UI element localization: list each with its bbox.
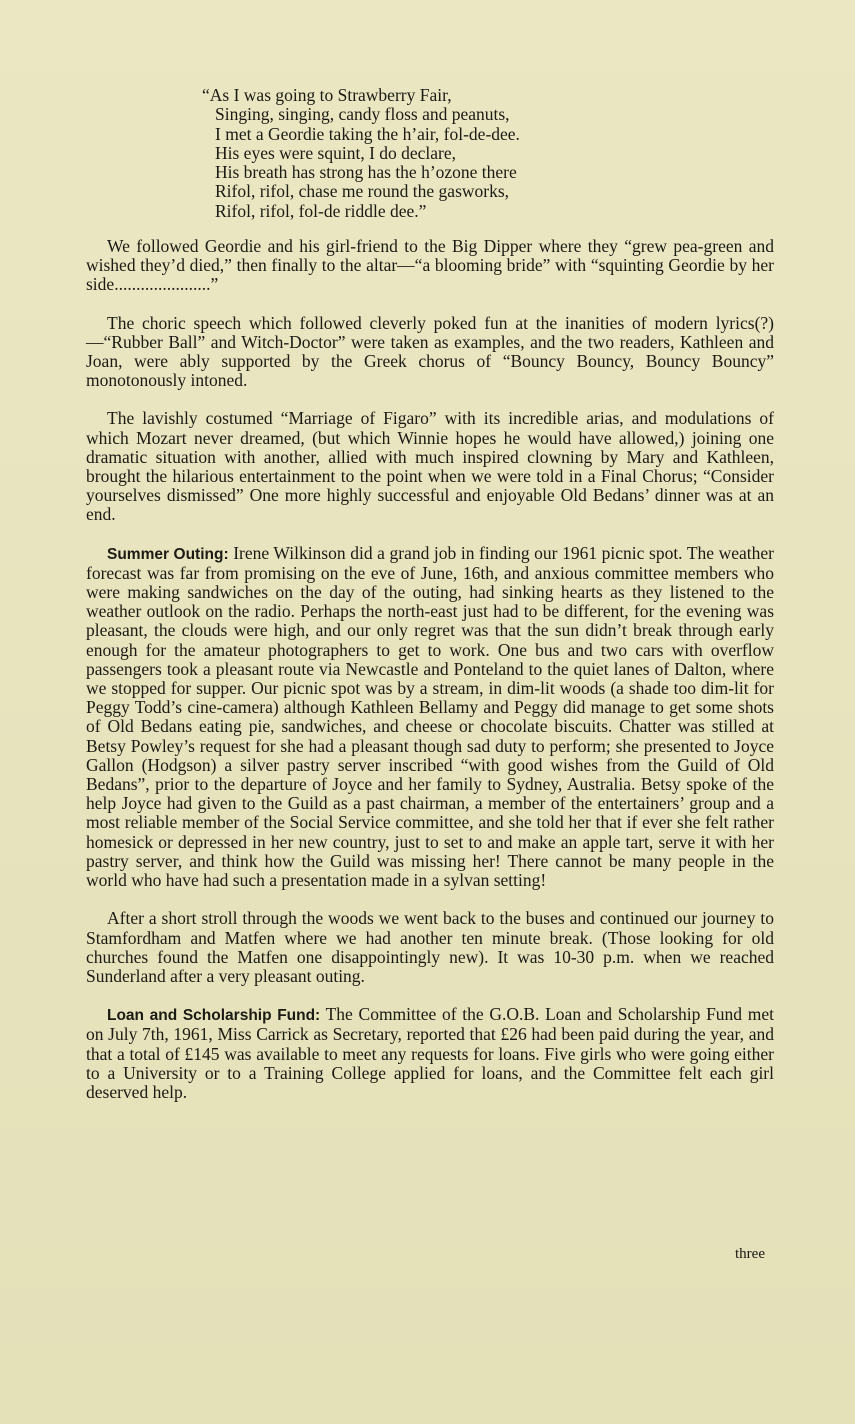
paragraph-geordie: We followed Geordie and his girl-friend to the Big Dipper where they “grew pea-green and wished they’d died,” then finally to the altar—“a blooming bride” with “squinting Geordie by her side......................” (86, 236, 774, 295)
poem-line: Rifol, rifol, fol-de riddle dee.” (215, 200, 427, 221)
paragraph-choric-speech: The choric speech which followed cleverly poked fun at the inanities of modern lyrics(?)—“Rubber Ball” and Witch-Doctor” were taken as examples, and the two readers, Kathleen and Joan, were ably supported by the Greek chorus of “Bouncy Bouncy, Bouncy Bouncy” monotonously intoned. (86, 312, 774, 391)
poem-line: His eyes were squint, I do declare, (215, 142, 457, 163)
poem-line: Singing, singing, candy floss and peanuts, (215, 104, 510, 125)
paragraph-summer-outing (86, 544, 774, 891)
poem-line: I met a Geordie taking the h’air, fol-de-dee. (215, 123, 520, 144)
paragraph-stroll: After a short stroll through the woods we went back to the buses and continued our journey to Stamfordham and Matfen where we had another ten minute break. (Those looking for old churches found the Matfen one disappointingly new). It was 10-30 p.m. when we reached Sunderland after a very pleasant outing. (86, 908, 774, 986)
poem-line: His breath has strong has the h’ozone there (215, 162, 517, 183)
paragraph-figaro: The lavishly costumed “Marriage of Figaro” with its incredible arias, and modulations of which Mozart never dreamed, (but which Winnie hopes he would have allowed,) joining one dramatic situation with another, allied with much inspired clowning by Mary and Kathleen, brought the hilarious entertainment to the point when we were told in a Final Chorus; “Consider yourselves dismissed” One more highly successful and enjoyable Old Bedans’ dinner was at an end. (86, 408, 774, 525)
section-heading-summer-outing: Summer Outing: (107, 545, 229, 563)
summer-outing-text: Irene Wilkinson did a grand job in finding our 1961 picnic spot. The weather forecast was far from promising on the eve of June, 16th, and anxious committee members who were making sandwiches on the day of the outing, had sinking hearts as they listened to the weather outlook on the radio. Perhaps the north-east just had to be different, for the evening was pleasant, the clouds were high, and our only regret was that the sun didn’t break through early enough for the amateur photographers to get to work. One bus and two cars with overflow passengers took a pleasant route via Newcastle and Ponteland to the quiet lanes of Dalton, where we stopped for supper. Our picnic spot was by a stream, in dim-lit woods (a shade too dim-lit for Peggy Todd’s cine-camera) although Kathleen Bellamy and Peggy did manage to get some shots of Old Bedans eating pie, sandwiches, and cheese or chocolate biscuits. Chatter was stilled at Betsy Powley’s request for she had a pleasant though sad duty to perform; she presented to Joyce Gallon (Hodgson) a silver pastry server inscribed “with good wishes from the Guild of Old Bedans”, prior to the departure of Joyce and her family to Sydney, Australia. Betsy spoke of the help Joyce had given to the Guild as a past chairman, a member of the entertainers’ group and a most reliable member of the Social Service committee, and she told her that if ever she felt rather homesick or depressed in her new country, just to set to and make an apple tart, serve it with her pastry server, and think how the Guild was missing her! There cannot be many people in the world who have had such a presentation made in a sylvan setting! (86, 542, 774, 891)
poem-line: “As I was going to Strawberry Fair, (202, 85, 452, 105)
section-heading-loan-fund: Loan and Scholarship Fund: (107, 1007, 321, 1025)
poem-verse (202, 86, 520, 221)
paragraph-loan-fund (86, 1005, 774, 1102)
poem-line: Rifol, rifol, chase me round the gasworks, (215, 181, 510, 202)
loan-fund-text: The Committee of the G.O.B. Loan and Scholarship Fund met on July 7th, 1961, Miss Carrick as Secretary, reported that £26 had been paid during the year, and that a total of £145 was available to meet any requests for loans. Five girls who were going either to a University or to a Training College applied for loans, and the Committee felt each girl deserved help. (86, 1004, 774, 1102)
page-number: three (735, 1246, 765, 1262)
article-body (86, 237, 774, 1121)
